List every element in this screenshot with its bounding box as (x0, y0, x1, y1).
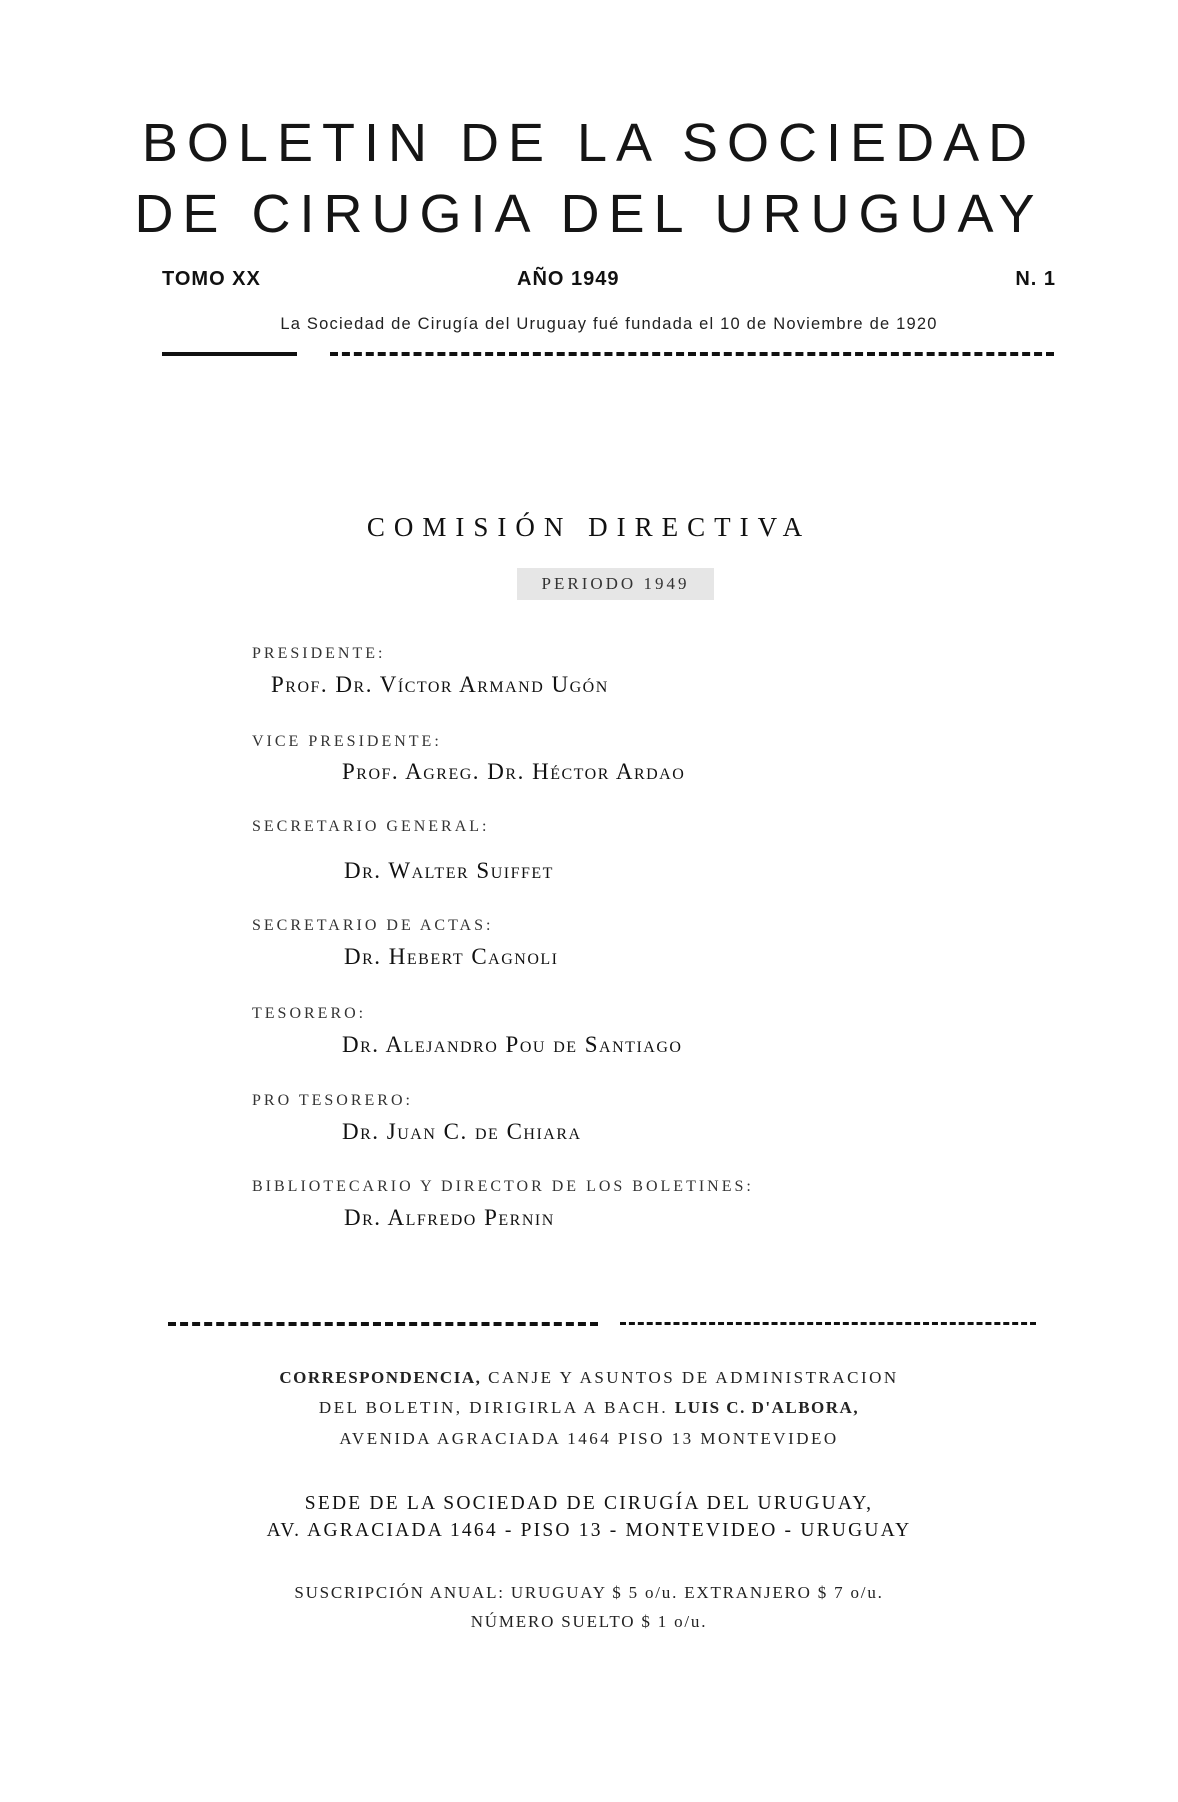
period-label: PERIODO 1949 (517, 568, 714, 600)
sede-line-1: SEDE DE LA SOCIEDAD DE CIRUGÍA DEL URUGUAY, (304, 1493, 874, 1514)
role-vice-president: VICE PRESIDENTE: (252, 733, 442, 750)
name-librarian: Dr. Alfredo Pernin (344, 1205, 555, 1230)
correspondence-line-1 (0, 1368, 1178, 1388)
correspondence-address: AVENIDA AGRACIADA 1464 PISO 13 MONTEVIDEO (339, 1429, 839, 1448)
name-pro-treasurer: Dr. Juan C. de Chiara (342, 1119, 582, 1144)
issue-number: N. 1 (1015, 268, 1056, 290)
role-treasurer: TESORERO: (252, 1005, 367, 1022)
founding-note: La Sociedad de Cirugía del Uruguay fué fundada el 10 de Noviembre de 1920 (280, 315, 938, 333)
name-secretary-general: Dr. Walter Suiffet (344, 858, 554, 883)
year-label: AÑO 1949 (517, 268, 620, 290)
correspondence-contact: LUIS C. D'ALBORA, (674, 1398, 860, 1417)
role-secretary-general: SECRETARIO GENERAL: (252, 818, 490, 835)
role-president: PRESIDENTE: (252, 645, 386, 662)
role-secretary-minutes: SECRETARIO DE ACTAS: (252, 917, 494, 934)
footer-rule-right (620, 1322, 1036, 1325)
subscription-line-2: NÚMERO SUELTO $ 1 o/u. (470, 1612, 708, 1631)
name-treasurer: Dr. Alejandro Pou de Santiago (342, 1032, 683, 1057)
name-president: Prof. Dr. Víctor Armand Ugón (271, 672, 609, 697)
volume-label: TOMO XX (162, 268, 261, 290)
sede-line-2: AV. AGRACIADA 1464 - PISO 13 - MONTEVIDEO - URUGUAY (266, 1520, 912, 1541)
name-secretary-minutes: Dr. Hebert Cagnoli (344, 944, 559, 969)
subscription-line-1: SUSCRIPCIÓN ANUAL: URUGUAY $ 5 o/u. EXTRANJERO $ 7 o/u. (294, 1583, 884, 1602)
header-rule-left (162, 352, 297, 356)
journal-title-line-2: DE CIRUGIA DEL URUGUAY (134, 184, 1044, 244)
header-rule-right (330, 352, 1054, 356)
correspondence-heading: CORRESPONDENCIA, (279, 1368, 482, 1387)
correspondence-text-2: DEL BOLETIN, DIRIGIRLA A BACH. (318, 1398, 669, 1417)
name-vice-president: Prof. Agreg. Dr. Héctor Ardao (342, 759, 686, 784)
correspondence-line-2 (0, 1398, 1178, 1418)
journal-title-line-1: BOLETIN DE LA SOCIEDAD (141, 113, 1037, 173)
role-pro-treasurer: PRO TESORERO: (252, 1092, 413, 1109)
commission-heading: COMISIÓN DIRECTIVA (366, 512, 812, 542)
correspondence-text-1: CANJE Y ASUNTOS DE ADMINISTRACION (488, 1368, 899, 1387)
footer-rule-left (168, 1322, 598, 1326)
role-librarian: BIBLIOTECARIO Y DIRECTOR DE LOS BOLETINES: (252, 1178, 754, 1195)
